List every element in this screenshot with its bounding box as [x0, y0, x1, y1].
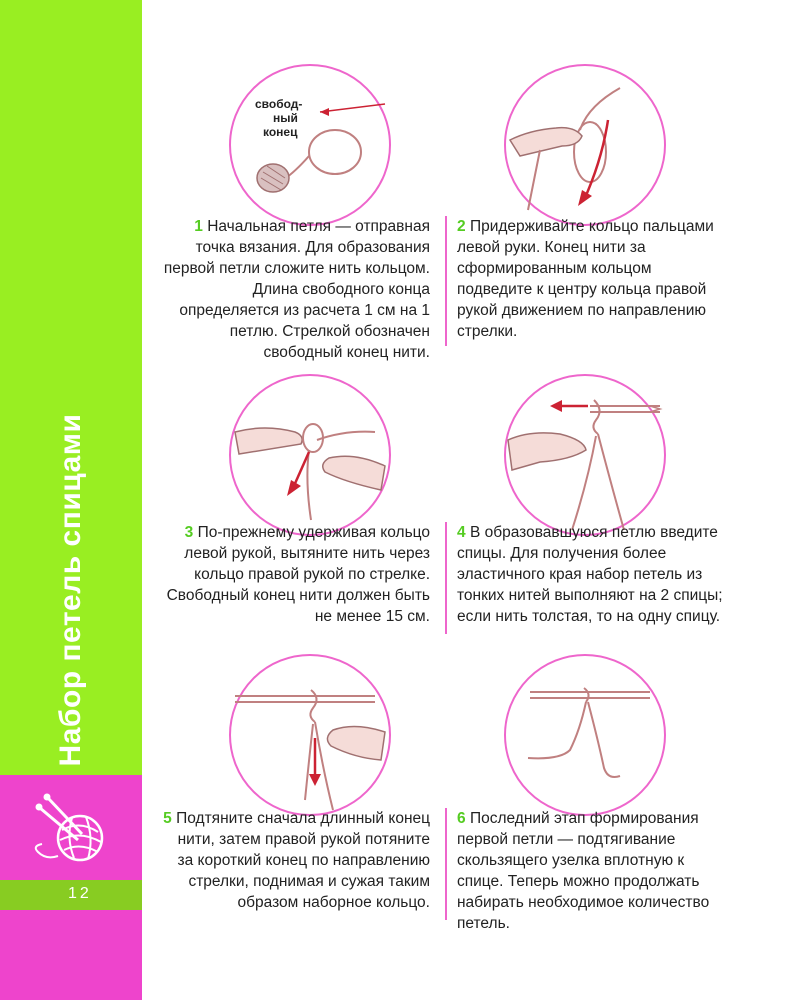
step-6-number: 6 — [457, 810, 466, 827]
step-2-text — [457, 216, 727, 342]
step-5-number: 5 — [163, 810, 172, 827]
step-4-text — [457, 522, 727, 627]
step-6-text — [457, 808, 727, 934]
free-end-label-2: ный — [273, 111, 298, 125]
free-end-label-3: конец — [263, 125, 298, 139]
step-3-body: По-прежнему удерживая кольцо левой рукой, вытяните нить через кольцо правой рукой по стрелке. Свободный конец нити должен быть не менее 15 см. — [166, 524, 430, 625]
free-end-label-1: свобод- — [255, 97, 303, 111]
step-5-text — [160, 808, 430, 913]
step-divider-3 — [445, 808, 447, 920]
step-4-body: В образовавшуюся петлю введите спицы. Для получения более эластичного края набор петель из тонких нитей выполняют на 2 спицы; если нить толстая, то на одну спицу. — [457, 524, 723, 625]
step-1-body: Начальная петля — отправная точка вязания. Для образования первой петли сложите нить кольцом. Длина свободного конца определяется из расчета 1 см на 1 петлю. Стрелкой обозначен свободный конец нити. — [163, 218, 430, 361]
step-3-text — [160, 522, 430, 627]
chapter-title — [0, 413, 142, 767]
step-4-number: 4 — [457, 524, 466, 541]
chapter-title-text: Набор петель спицами — [54, 413, 87, 767]
step-2-number: 2 — [457, 218, 466, 235]
step-2-body: Придерживайте кольцо пальцами левой руки. Конец нити за сформированным кольцом подведите к центру кольца правой рукой движением по направлению стрелки. — [457, 218, 714, 340]
step-1-text — [160, 216, 430, 363]
step-6-illustration — [500, 650, 670, 820]
step-1-illustration — [225, 60, 395, 230]
step-5-illustration — [225, 650, 395, 820]
page-number: 12 — [68, 885, 92, 902]
step-divider-2 — [445, 522, 447, 634]
step-3-illustration — [225, 370, 395, 540]
step-4-illustration — [500, 370, 670, 540]
step-5-body: Подтяните сначала длинный конец нити, затем правой рукой потяните за короткий конец по направлению стрелки, поднимая и сужая таким образом наборное кольцо. — [176, 810, 430, 911]
step-3-number: 3 — [184, 524, 194, 541]
step-1-number: 1 — [194, 218, 203, 235]
step-2-illustration — [500, 60, 670, 230]
step-divider-1 — [445, 216, 447, 346]
step-6-body: Последний этап формирования первой петли — подтягивание скользящего узелка вплотную к спице. Теперь можно продолжать набирать необходимое количество петель. — [457, 810, 710, 932]
yarn-ball-icon — [28, 790, 118, 870]
